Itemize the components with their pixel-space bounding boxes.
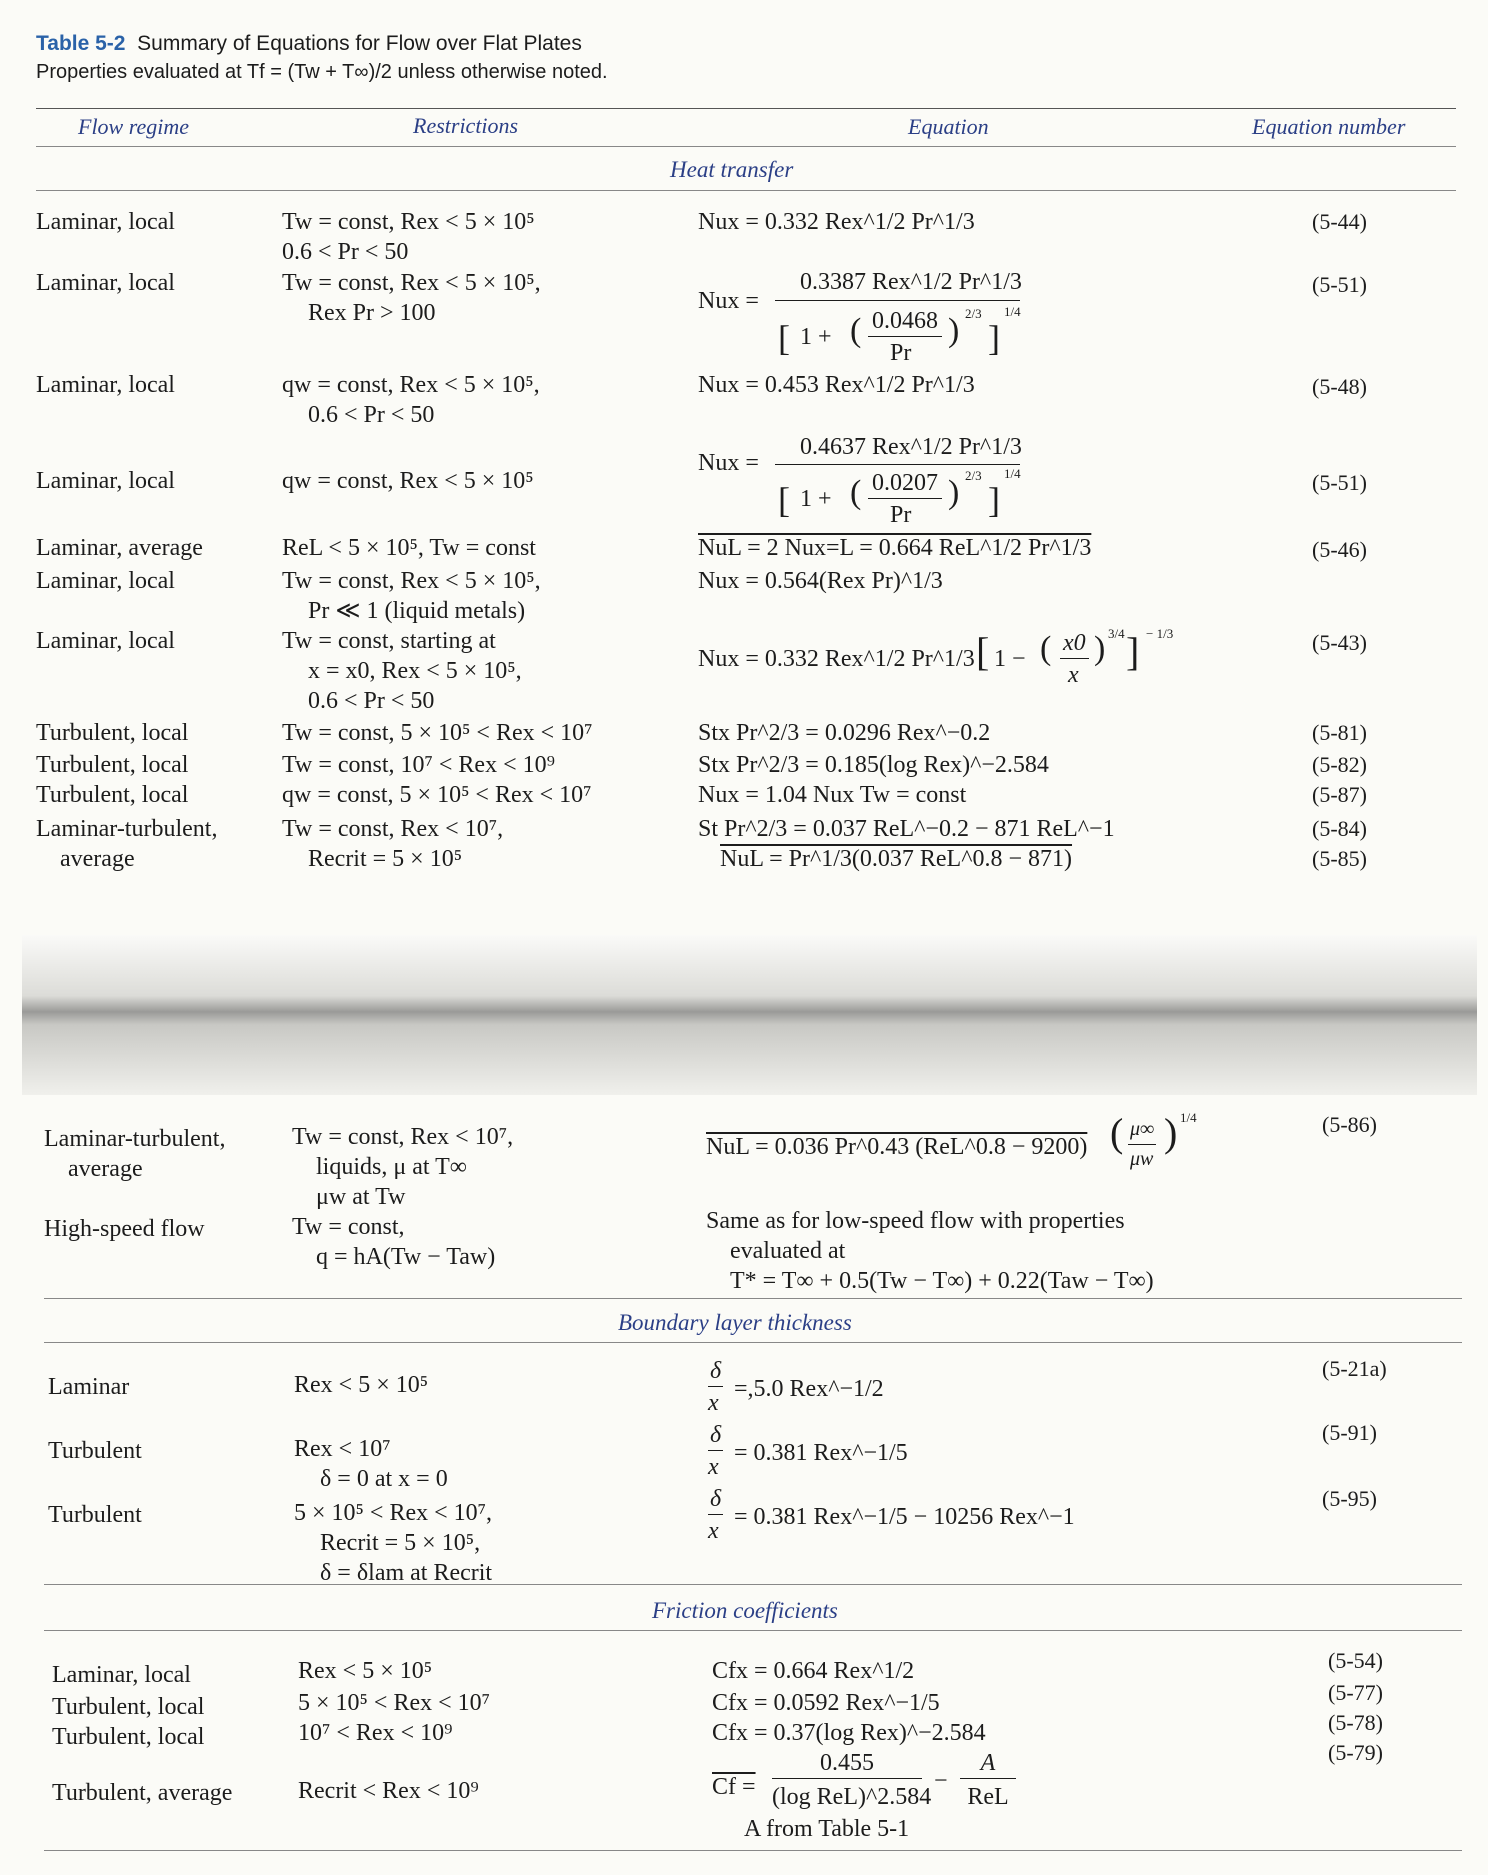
heat-row-7-equation-lhs: Nux = 0.332 Rex^1/2 Pr^1/3 xyxy=(698,646,975,672)
heat-row-10-regime: Turbulent, local xyxy=(36,782,189,808)
heat-row-7-paren-right: ) xyxy=(1094,630,1106,667)
heat-row-2-fraction-bar xyxy=(775,300,1020,301)
heat-row-1-number: (5-44) xyxy=(1312,209,1367,234)
heat-row-11-number: (5-84) xyxy=(1312,816,1367,841)
friction-row-3-restriction: 10⁷ < Rex < 10⁹ xyxy=(298,1720,453,1746)
heat-row-7-bracket-right: ] xyxy=(1126,629,1140,674)
heat-row-4-number: (5-51) xyxy=(1312,470,1367,495)
friction-row-2-equation: Cfx = 0.0592 Rex^−1/5 xyxy=(712,1690,940,1716)
boundary-row-3-number: (5-95) xyxy=(1322,1486,1377,1511)
heat-row-11-equation-2: NuL = Pr^1/3(0.037 ReL^0.8 − 871) xyxy=(720,846,1073,872)
heat-row-7-exp-in: 3/4 xyxy=(1108,626,1125,641)
heat-row-11-restriction: Tw = const, Rex < 10⁷, xyxy=(282,816,504,842)
heat-row-11-regime-2: average xyxy=(60,846,135,872)
boundary-rule xyxy=(44,1342,1462,1343)
lower-row-1-equation: NuL = 0.036 Pr^0.43 (ReL^0.8 − 9200) xyxy=(706,1134,1088,1160)
heat-row-1-restriction: Tw = const, Rex < 5 × 10⁵ xyxy=(282,209,535,235)
table-caption xyxy=(36,32,582,56)
friction-row-1-equation: Cfx = 0.664 Rex^1/2 xyxy=(712,1658,915,1684)
lower-row-2-restriction: Tw = const, xyxy=(292,1214,405,1240)
boundary-row-1-frac-num: δ xyxy=(708,1356,723,1387)
friction-row-1-restriction: Rex < 5 × 10⁵ xyxy=(298,1658,433,1684)
heat-row-1-regime: Laminar, local xyxy=(36,209,175,235)
heat-row-4-den-frac-num: 0.0207 xyxy=(868,468,942,499)
heat-row-6-restriction-2: Pr ≪ 1 (liquid metals) xyxy=(308,598,526,624)
lower-row-1-restriction: Tw = const, Rex < 10⁷, xyxy=(292,1124,514,1150)
heat-row-10-restriction: qw = const, 5 × 10⁵ < Rex < 10⁷ xyxy=(282,782,592,808)
heat-row-10-equation: Nux = 1.04 Nux Tw = const xyxy=(698,782,967,808)
heat-row-2-paren-left: ( xyxy=(850,312,862,349)
boundary-row-3-regime: Turbulent xyxy=(48,1502,142,1528)
section-boundary-layer: Boundary layer thickness xyxy=(618,1310,852,1335)
boundary-row-1-number: (5-21a) xyxy=(1322,1356,1387,1381)
lower-row-1-paren-left: ( xyxy=(1110,1110,1124,1155)
table-title: Summary of Equations for Flow over Flat Plates xyxy=(137,32,582,55)
friction-row-3-equation: Cfx = 0.37(log Rex)^−2.584 xyxy=(712,1720,986,1746)
heat-row-2-restriction-2: Rex Pr > 100 xyxy=(308,300,436,326)
heat-row-4-den-frac-den: Pr xyxy=(890,502,912,528)
section-friction: Friction coefficients xyxy=(652,1598,838,1623)
heat-row-8-number: (5-81) xyxy=(1312,720,1367,745)
heat-row-9-number: (5-82) xyxy=(1312,752,1367,777)
heat-row-9-equation: Stx Pr^2/3 = 0.185(log Rex)^−2.584 xyxy=(698,752,1049,778)
lower-row-2-regime: High-speed flow xyxy=(44,1216,205,1242)
page-fold xyxy=(22,935,1477,1095)
boundary-rule-top xyxy=(44,1298,1462,1299)
heat-row-2-equation-numerator: 0.3387 Rex^1/2 Pr^1/3 xyxy=(800,269,1022,295)
boundary-row-1-regime: Laminar xyxy=(48,1374,130,1400)
heat-row-7-number: (5-43) xyxy=(1312,630,1367,655)
heat-row-7-restriction: Tw = const, starting at xyxy=(282,628,496,654)
lower-row-1-paren-right: ) xyxy=(1164,1110,1178,1155)
col-header-regime: Flow regime xyxy=(78,114,189,139)
friction-rule xyxy=(44,1630,1462,1631)
friction-row-3-regime: Turbulent, local xyxy=(52,1724,205,1750)
friction-row-3-number: (5-78) xyxy=(1328,1710,1383,1735)
friction-rule-top xyxy=(44,1584,1462,1585)
lower-row-1-restriction-3: μw at Tw xyxy=(316,1184,406,1210)
heat-row-2-bracket-left: [ xyxy=(778,318,790,358)
boundary-row-3-restriction-2: Recrit = 5 × 10⁵, xyxy=(320,1530,481,1556)
lower-row-2-equation-2: evaluated at xyxy=(730,1238,846,1264)
heat-row-4-bracket-left: [ xyxy=(778,480,790,520)
heat-row-2-den-exp: 2/3 xyxy=(965,306,982,321)
heat-row-3-number: (5-48) xyxy=(1312,374,1367,399)
heat-row-5-number: (5-46) xyxy=(1312,537,1367,562)
boundary-row-2-frac-num: δ xyxy=(708,1420,723,1451)
heat-row-2-number: (5-51) xyxy=(1312,272,1367,297)
boundary-row-1-restriction: Rex < 5 × 10⁵ xyxy=(294,1372,429,1398)
friction-row-4-number: (5-79) xyxy=(1328,1740,1383,1765)
table-label: Table 5-2 xyxy=(36,32,126,55)
heat-row-7-frac-den: x xyxy=(1068,662,1079,688)
bottom-rule xyxy=(44,1850,1462,1851)
boundary-row-2-restriction: Rex < 10⁷ xyxy=(294,1436,391,1462)
table-note: Properties evaluated at Tf = (Tw + T∞)/2 unless otherwise noted. xyxy=(36,61,608,83)
friction-row-2-number: (5-77) xyxy=(1328,1680,1383,1705)
heat-row-8-regime: Turbulent, local xyxy=(36,720,189,746)
boundary-row-3-equation: = 0.381 Rex^−1/5 − 10256 Rex^−1 xyxy=(734,1504,1075,1530)
heat-row-5-restriction: ReL < 5 × 10⁵, Tw = const xyxy=(282,535,536,561)
friction-row-1-number: (5-54) xyxy=(1328,1648,1383,1673)
heat-row-1-restriction-2: 0.6 < Pr < 50 xyxy=(282,239,409,265)
heat-row-3-regime: Laminar, local xyxy=(36,372,175,398)
heat-row-4-regime: Laminar, local xyxy=(36,468,175,494)
lower-row-1-restriction-2: liquids, μ at T∞ xyxy=(316,1154,467,1180)
heat-row-11-regime: Laminar-turbulent, xyxy=(36,816,218,842)
friction-row-1-regime: Laminar, local xyxy=(52,1662,191,1688)
boundary-row-3-restriction: 5 × 10⁵ < Rex < 10⁷, xyxy=(294,1500,492,1526)
boundary-row-3-restriction-3: δ = δlam at Recrit xyxy=(320,1560,493,1586)
heat-row-11-number-2: (5-85) xyxy=(1312,846,1367,871)
boundary-row-2-frac-den: x xyxy=(708,1454,719,1480)
section-heat-transfer: Heat transfer xyxy=(670,157,794,182)
heat-row-6-restriction: Tw = const, Rex < 5 × 10⁵, xyxy=(282,568,541,594)
heat-row-4-restriction: qw = const, Rex < 5 × 10⁵ xyxy=(282,468,534,494)
heat-row-4-den-a: 1 + xyxy=(800,486,832,512)
heat-row-4-paren-right: ) xyxy=(948,474,960,511)
heat-row-8-restriction: Tw = const, 5 × 10⁵ < Rex < 10⁷ xyxy=(282,720,593,746)
heat-row-7-bracket-left: [ xyxy=(976,629,990,674)
boundary-row-3-frac-num: δ xyxy=(708,1484,723,1515)
heat-row-2-bracket-right: ] xyxy=(988,318,1000,358)
heat-row-7-bracket-a: 1 − xyxy=(994,646,1026,672)
heat-row-7-frac-num: x0 xyxy=(1060,628,1089,659)
boundary-row-1-equation: =,5.0 Rex^−1/2 xyxy=(734,1376,884,1402)
heat-row-5-regime: Laminar, average xyxy=(36,535,203,561)
friction-row-4-restriction: Recrit < Rex < 10⁹ xyxy=(298,1778,479,1804)
lower-row-2-equation: Same as for low-speed flow with properties xyxy=(706,1208,1125,1234)
friction-row-4-regime: Turbulent, average xyxy=(52,1780,233,1806)
friction-row-2-regime: Turbulent, local xyxy=(52,1694,205,1720)
heat-row-7-restriction-2: x = x0, Rex < 5 × 10⁵, xyxy=(308,658,522,684)
lower-row-1-frac-num: μ∞ xyxy=(1128,1114,1156,1145)
heat-row-6-equation: Nux = 0.564(Rex Pr)^1/3 xyxy=(698,568,943,594)
heat-row-3-equation: Nux = 0.453 Rex^1/2 Pr^1/3 xyxy=(698,372,975,398)
heat-row-8-equation: Stx Pr^2/3 = 0.0296 Rex^−0.2 xyxy=(698,720,991,746)
heat-row-9-restriction: Tw = const, 10⁷ < Rex < 10⁹ xyxy=(282,752,555,778)
heat-row-5-equation: NuL = 2 Nux=L = 0.664 ReL^1/2 Pr^1/3 xyxy=(698,535,1092,561)
heat-row-2-den-frac-num: 0.0468 xyxy=(868,306,942,337)
heat-row-7-regime: Laminar, local xyxy=(36,628,175,654)
heat-row-2-den-a: 1 + xyxy=(800,324,832,350)
friction-row-4-frac2-num: A xyxy=(960,1748,1016,1779)
lower-row-1-frac-den: μw xyxy=(1130,1148,1154,1170)
heat-row-4-den-outer-exp: 1/4 xyxy=(1004,466,1021,481)
heat-row-6-regime: Laminar, local xyxy=(36,568,175,594)
friction-row-4-note: A from Table 5-1 xyxy=(744,1816,910,1842)
heat-row-7-exp-out: − 1/3 xyxy=(1146,626,1174,641)
heat-row-2-regime: Laminar, local xyxy=(36,270,175,296)
lower-row-1-number: (5-86) xyxy=(1322,1112,1377,1137)
boundary-row-3-frac-den: x xyxy=(708,1518,719,1544)
heat-rule xyxy=(36,190,1456,191)
friction-row-4-frac-num: 0.455 xyxy=(772,1748,922,1779)
heat-row-3-restriction: qw = const, Rex < 5 × 10⁵, xyxy=(282,372,540,398)
heat-row-7-restriction-3: 0.6 < Pr < 50 xyxy=(308,688,435,714)
heat-row-4-equation-lhs: Nux = xyxy=(698,450,759,476)
col-header-number: Equation number xyxy=(1252,114,1406,139)
lower-row-2-equation-3: T* = T∞ + 0.5(Tw − T∞) + 0.22(Taw − T∞) xyxy=(730,1268,1154,1294)
top-rule xyxy=(36,108,1456,109)
friction-row-4-minus: − xyxy=(934,1768,948,1794)
heat-row-11-restriction-2: Recrit = 5 × 10⁵ xyxy=(308,846,463,872)
boundary-row-2-restriction-2: δ = 0 at x = 0 xyxy=(320,1466,448,1492)
heat-row-2-den-outer-exp: 1/4 xyxy=(1004,304,1021,319)
heat-row-9-regime: Turbulent, local xyxy=(36,752,189,778)
header-rule xyxy=(36,146,1456,147)
heat-row-4-paren-left: ( xyxy=(850,474,862,511)
heat-row-4-fraction-bar xyxy=(775,464,1020,465)
boundary-row-1-frac-den: x xyxy=(708,1390,719,1416)
heat-row-7-paren-left: ( xyxy=(1040,630,1052,667)
heat-row-1-equation: Nux = 0.332 Rex^1/2 Pr^1/3 xyxy=(698,209,975,235)
heat-row-11-equation: St Pr^2/3 = 0.037 ReL^−0.2 − 871 ReL^−1 xyxy=(698,816,1115,842)
heat-row-4-bracket-right: ] xyxy=(988,480,1000,520)
heat-row-2-restriction: Tw = const, Rex < 5 × 10⁵, xyxy=(282,270,541,296)
boundary-row-2-number: (5-91) xyxy=(1322,1420,1377,1445)
heat-row-4-den-exp: 2/3 xyxy=(965,468,982,483)
heat-row-2-den-frac-den: Pr xyxy=(890,340,912,366)
heat-row-3-restriction-2: 0.6 < Pr < 50 xyxy=(308,402,435,428)
lower-row-1-exp: 1/4 xyxy=(1180,1110,1197,1125)
boundary-row-2-equation: = 0.381 Rex^−1/5 xyxy=(734,1440,908,1466)
friction-row-4-frac-den: (log ReL)^2.584 xyxy=(772,1784,932,1810)
friction-row-4-equation-lhs: Cf = xyxy=(712,1774,756,1800)
heat-row-2-equation-lhs: Nux = xyxy=(698,288,759,314)
lower-row-1-regime-2: average xyxy=(68,1156,143,1182)
col-header-restrictions: Restrictions xyxy=(413,113,519,138)
friction-row-2-restriction: 5 × 10⁵ < Rex < 10⁷ xyxy=(298,1690,490,1716)
lower-row-1-regime: Laminar-turbulent, xyxy=(44,1126,226,1152)
heat-row-4-equation-numerator: 0.4637 Rex^1/2 Pr^1/3 xyxy=(800,434,1022,460)
col-header-equation: Equation xyxy=(908,114,989,139)
friction-row-4-frac2-den: ReL xyxy=(967,1784,1009,1810)
boundary-row-2-regime: Turbulent xyxy=(48,1438,142,1464)
lower-row-2-restriction-2: q = hA(Tw − Taw) xyxy=(316,1244,496,1270)
heat-row-2-paren-right: ) xyxy=(948,312,960,349)
heat-row-10-number: (5-87) xyxy=(1312,782,1367,807)
